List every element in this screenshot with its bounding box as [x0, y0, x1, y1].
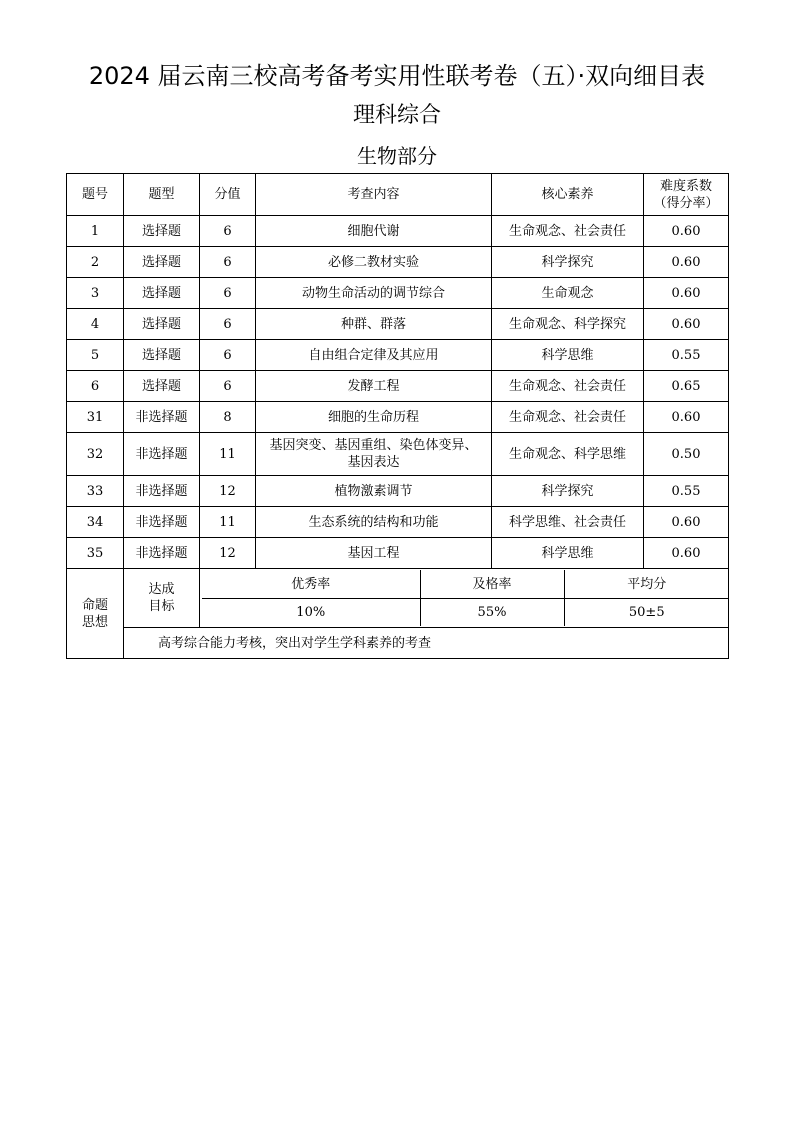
cell-difficulty: 0.60: [644, 278, 729, 309]
cell-literacy: 科学思维: [492, 340, 644, 371]
cell-score: 11: [200, 507, 256, 538]
cell-content: 细胞代谢: [256, 216, 492, 247]
excellent-rate-label: 优秀率: [202, 570, 420, 599]
excellent-rate-value: 10%: [296, 605, 326, 620]
cell-literacy: 科学思维、社会责任: [492, 507, 644, 538]
header-score: 分值: [200, 174, 256, 216]
cell-difficulty: 0.60: [644, 309, 729, 340]
document-title: 2024 届云南三校高考备考实用性联考卷（五）·双向细目表: [88, 62, 706, 90]
cell-score: 6: [200, 340, 256, 371]
pass-rate-label: 及格率: [420, 570, 564, 599]
cell-score: 6: [200, 278, 256, 309]
header-literacy: 核心素养: [492, 174, 644, 216]
footer-label: [67, 569, 124, 659]
footer-target-row: [67, 569, 729, 628]
cell-literacy: 科学探究: [492, 247, 644, 278]
footer-summary-row: [67, 628, 729, 659]
cell-type: 选择题: [124, 278, 200, 309]
cell-num: 1: [67, 216, 124, 247]
pass-rate-value: 55%: [420, 599, 564, 627]
average-score-label: 平均分: [564, 570, 729, 599]
header-row: [67, 174, 729, 216]
cell-content: 生态系统的结构和功能: [256, 507, 492, 538]
cell-difficulty: 0.55: [644, 476, 729, 507]
cell-literacy: 生命观念、社会责任: [492, 371, 644, 402]
cell-type: 选择题: [124, 340, 200, 371]
cell-score: 6: [200, 216, 256, 247]
average-score-value: 50±5: [564, 599, 729, 627]
cell-type: 选择题: [124, 247, 200, 278]
target-label-line2: 目标: [148, 599, 175, 614]
cell-score: 6: [200, 309, 256, 340]
cell-difficulty: 0.55: [644, 340, 729, 371]
footer-summary: 高考综合能力考核，突出对学生学科素养的考查: [124, 628, 729, 659]
cell-num: 31: [67, 402, 124, 433]
table-row: [67, 538, 729, 569]
cell-type: 选择题: [124, 309, 200, 340]
cell-num: 33: [67, 476, 124, 507]
footer-label-line2: 思想: [81, 614, 108, 630]
cell-num: 2: [67, 247, 124, 278]
header-difficulty-line2: （得分率）: [653, 195, 719, 211]
table-row: [67, 507, 729, 538]
cell-type: 非选择题: [124, 402, 200, 433]
cell-content-line1: 基因突变、基因重组、染色体变异、: [269, 438, 478, 453]
cell-difficulty: 0.60: [644, 216, 729, 247]
cell-difficulty: 0.60: [644, 538, 729, 569]
table-row: [67, 278, 729, 309]
cell-content: [256, 433, 492, 476]
target-label-line1: 达成: [148, 582, 175, 597]
cell-literacy: 生命观念、科学探究: [492, 309, 644, 340]
cell-score: 12: [200, 476, 256, 507]
footer-label-line1: 命题: [81, 597, 108, 613]
cell-score: 6: [200, 247, 256, 278]
cell-literacy: 生命观念: [492, 278, 644, 309]
cell-content: 动物生命活动的调节综合: [256, 278, 492, 309]
cell-difficulty: 0.50: [644, 433, 729, 476]
cell-num: 32: [67, 433, 124, 476]
section-title: 生物部分: [357, 144, 437, 168]
cell-content: 基因工程: [256, 538, 492, 569]
cell-num: 35: [67, 538, 124, 569]
cell-type: 非选择题: [124, 433, 200, 476]
target-grid-cell: [200, 569, 729, 628]
header-difficulty-line1: 难度系数: [659, 178, 712, 194]
table-row: [67, 433, 729, 476]
cell-content: 自由组合定律及其应用: [256, 340, 492, 371]
subject-title: 理科综合: [352, 103, 441, 128]
header-num: 题号: [67, 174, 124, 216]
header-difficulty: [644, 174, 729, 216]
cell-difficulty: 0.60: [644, 247, 729, 278]
target-value-row: [202, 599, 729, 627]
cell-difficulty: 0.60: [644, 507, 729, 538]
table-row: [67, 371, 729, 402]
cell-content: 细胞的生命历程: [256, 402, 492, 433]
table-row: [67, 340, 729, 371]
cell-num: 3: [67, 278, 124, 309]
cell-type: 非选择题: [124, 538, 200, 569]
table-row: [67, 309, 729, 340]
cell-num: 5: [67, 340, 124, 371]
cell-score: 8: [200, 402, 256, 433]
cell-literacy: 科学探究: [492, 476, 644, 507]
table-row: [67, 216, 729, 247]
header-content: 考查内容: [256, 174, 492, 216]
cell-num: 6: [67, 371, 124, 402]
target-header-row: [202, 570, 729, 599]
cell-literacy: 生命观念、社会责任: [492, 402, 644, 433]
cell-literacy: 生命观念、社会责任: [492, 216, 644, 247]
cell-type: 选择题: [124, 216, 200, 247]
cell-score: 12: [200, 538, 256, 569]
cell-content: 发酵工程: [256, 371, 492, 402]
cell-literacy: 科学思维: [492, 538, 644, 569]
cell-type: 非选择题: [124, 476, 200, 507]
table-row: [67, 247, 729, 278]
cell-content: 必修二教材实验: [256, 247, 492, 278]
cell-num: 4: [67, 309, 124, 340]
cell-num: 34: [67, 507, 124, 538]
cell-difficulty: 0.60: [644, 402, 729, 433]
cell-type: 非选择题: [124, 507, 200, 538]
target-label: [124, 569, 200, 628]
cell-content-line2: 基因表达: [347, 455, 400, 470]
cell-type: 选择题: [124, 371, 200, 402]
cell-score: 6: [200, 371, 256, 402]
table-row: [67, 402, 729, 433]
table-row: [67, 476, 729, 507]
cell-literacy: 生命观念、科学思维: [492, 433, 644, 476]
target-grid: [202, 570, 729, 626]
spec-table: [66, 173, 729, 659]
cell-content: 种群、群落: [256, 309, 492, 340]
header-type: 题型: [124, 174, 200, 216]
cell-difficulty: 0.65: [644, 371, 729, 402]
cell-score: 11: [200, 433, 256, 476]
cell-content: 植物激素调节: [256, 476, 492, 507]
